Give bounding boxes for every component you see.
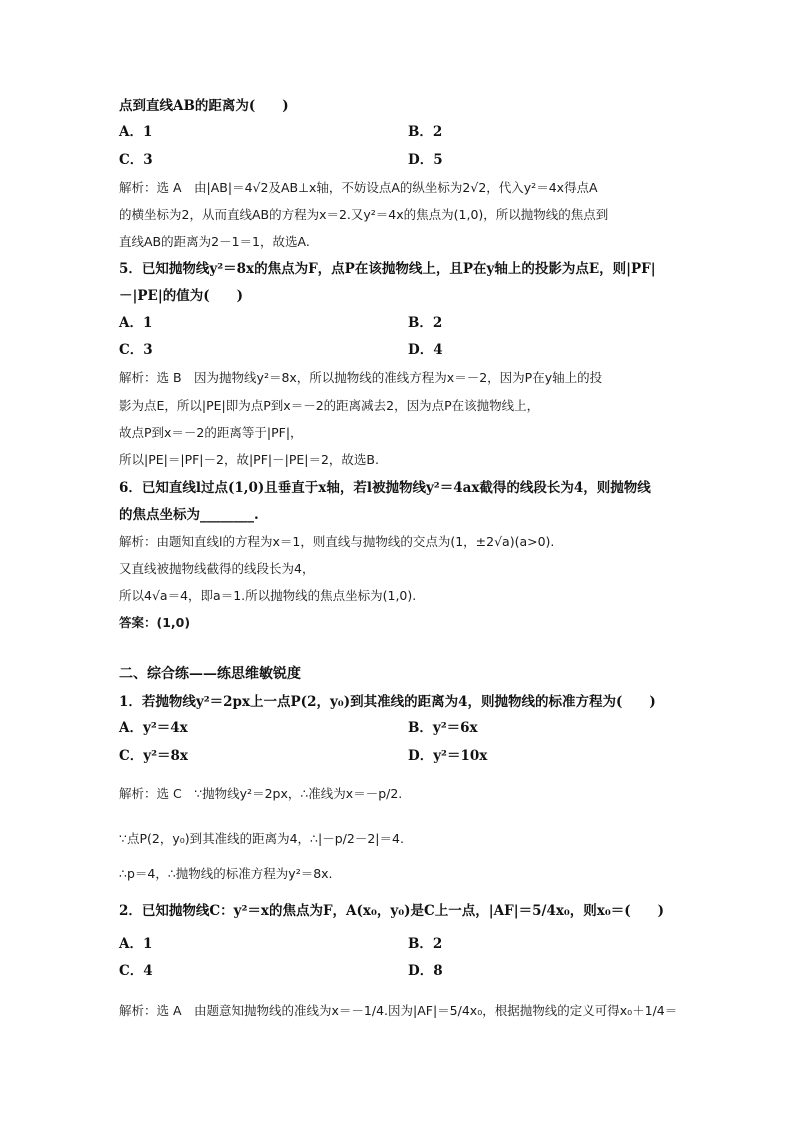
- option-b: B．2: [408, 124, 443, 140]
- answer-line: 答案：(1,0): [119, 615, 191, 630]
- solution-line: 所以|PE|＝|PF|－2，故|PF|－|PE|＝2，故选B.: [119, 452, 379, 467]
- question-5-line: 5．已知抛物线y²＝8x的焦点为F，点P在该抛物线上，且P在y轴上的投影为点E，则|PF|: [119, 261, 656, 277]
- question-s2-line: 2．已知抛物线C：y²＝x的焦点为F，A(x₀，y₀)是C上一点，|AF|＝5/4x₀，则x₀＝( ): [119, 903, 665, 919]
- option-d: D．8: [408, 963, 443, 979]
- option-a: A．1: [119, 936, 153, 952]
- option-c: C．y²＝8x: [119, 748, 188, 764]
- solution-line: 解析：选 C ∵抛物线y²＝2px，∴准线为x＝－p/2.: [119, 786, 403, 801]
- solution-line: 所以4√a＝4，即a＝1.所以抛物线的焦点坐标为(1,0).: [119, 588, 417, 603]
- solution-line: 直线AB的距离为2－1＝1，故选A.: [119, 234, 310, 249]
- option-b: B．y²＝6x: [408, 720, 478, 736]
- question-tail: 点到直线AB的距离为( ): [119, 98, 289, 114]
- solution-line: 故点P到x＝－2的距离等于|PF|，: [119, 425, 303, 440]
- option-b: B．2: [408, 936, 443, 952]
- option-c: C．3: [119, 342, 153, 358]
- option-d: D．4: [408, 342, 443, 358]
- option-a: A．1: [119, 315, 153, 331]
- solution-line: ∵点P(2，y₀)到其准线的距离为4，∴|－p/2－2|＝4.: [119, 831, 404, 846]
- solution-line: 影为点E，所以|PE|即为点P到x＝－2的距离减去2，因为点P在该抛物线上，: [119, 398, 540, 413]
- option-a: A．1: [119, 124, 153, 140]
- solution-line: 解析：由题知直线l的方程为x＝1，则直线与抛物线的交点为(1，±2√a)(a>0).: [119, 534, 555, 549]
- option-c: C．4: [119, 963, 153, 979]
- question-s1-line: 1．若抛物线y²＝2px上一点P(2，y₀)到其准线的距离为4，则抛物线的标准方程为( ): [119, 694, 656, 710]
- section-heading: 二、综合练——练思维敏锐度: [119, 666, 301, 682]
- option-d: D．y²＝10x: [408, 748, 488, 764]
- solution-line: 解析：选 B 因为抛物线y²＝8x，所以抛物线的准线方程为x＝－2，因为P在y轴上的投: [119, 370, 603, 385]
- solution-line: 解析：选 A 由题意知抛物线的准线为x＝－1/4.因为|AF|＝5/4x₀，根据抛物线的定义可得x₀＋1/4＝: [119, 1003, 678, 1018]
- solution-line: 的横坐标为2，从而直线AB的方程为x＝2.又y²＝4x的焦点为(1,0)，所以抛物线的焦点到: [119, 207, 609, 222]
- solution-line: 解析：选 A 由|AB|＝4√2及AB⊥x轴，不妨设点A的纵坐标为2√2，代入y²＝4x得点A: [119, 180, 598, 195]
- solution-line: ∴p＝4，∴抛物线的标准方程为y²＝8x.: [119, 866, 333, 881]
- option-c: C．3: [119, 152, 153, 168]
- option-b: B．2: [408, 315, 443, 331]
- option-d: D．5: [408, 152, 443, 168]
- solution-line: 又直线被抛物线截得的线段长为4，: [119, 561, 315, 576]
- option-a: A．y²＝4x: [119, 720, 188, 736]
- question-6-line: 6．已知直线l过点(1,0)且垂直于x轴，若l被抛物线y²＝4ax截得的线段长为4，则抛物线: [119, 480, 651, 496]
- question-5-line: －|PE|的值为( ): [119, 288, 244, 304]
- question-6-line: 的焦点坐标为________.: [119, 507, 259, 523]
